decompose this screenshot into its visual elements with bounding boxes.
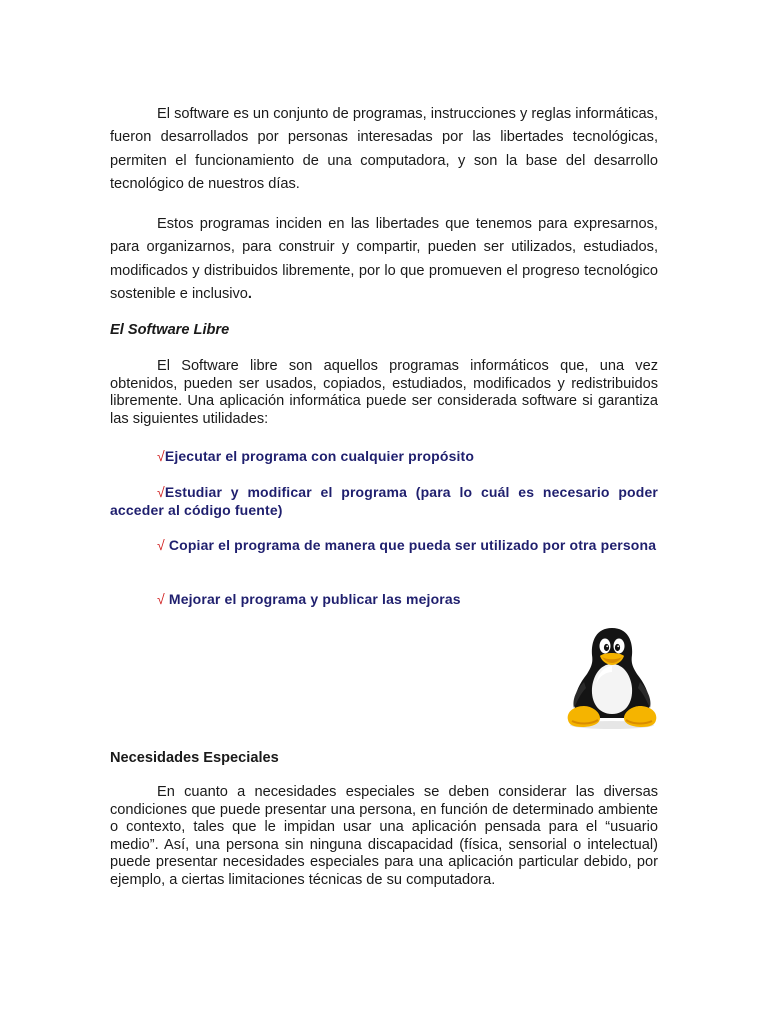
necesidades-text: En cuanto a necesidades especiales se deben considerar las diversas condiciones que puede presentar una persona, en función de determinado ambiente o contexto, tales que le impidan usar una aplicación pensada para el “usuario medio”. Así, una persona sin ninguna discapacidad (física, sensorial o intelectual) puede presentar necesidades especiales para una aplicación particular debido, por ejemplo, a ciertas limitaciones técnicas de su computadora. [110, 784, 658, 888]
list-item-text: Copiar el programa de manera que pueda ser utilizado por otra persona [168, 537, 657, 553]
freedoms-period: . [247, 285, 252, 302]
list-item-text: Ejecutar el programa con cualquier propósito [164, 448, 475, 464]
intro-paragraph [110, 103, 658, 196]
check-mark-icon: √ [157, 537, 165, 553]
necesidades-paragraph [110, 784, 658, 889]
list-item [110, 537, 658, 555]
freedoms-paragraph [110, 213, 658, 306]
software-libre-text: El Software libre son aquellos programas informáticos que, una vez obtenidos, pueden ser usados, copiados, estudiados, modificados y redistribuidos libremente. Una aplicación informática puede ser considerada software si garantiza las siguientes utilidades: [110, 358, 658, 427]
necesidades-heading: Necesidades Especiales [110, 750, 279, 766]
list-item [110, 484, 658, 519]
list-item [110, 448, 658, 466]
tux-penguin-icon [562, 626, 662, 730]
freedoms-text: Estos programas inciden en las libertades que tenemos para expresarnos, para organizarnos, para construir y compartir, pueden ser utilizados, estudiados, modificados y distribuidos libremente, por lo que promueven el progreso tecnológico sostenible e inclusivo [110, 216, 658, 302]
list-item-text: Mejorar el programa y publicar las mejoras [168, 591, 461, 607]
check-mark-icon: √ [157, 484, 165, 500]
check-mark-icon: √ [157, 591, 165, 607]
list-item-text: Estudiar y modificar el programa (para lo cuál es necesario poder acceder al código fuente) [110, 484, 658, 518]
software-libre-heading: El Software Libre [110, 322, 230, 338]
check-mark-icon: √ [157, 448, 165, 464]
software-libre-paragraph [110, 358, 658, 428]
intro-text: El software es un conjunto de programas, instrucciones y reglas informáticas, fueron desarrollados por personas interesadas por las libertades tecnológicas, permiten el funcionamiento de una computadora, y son la base del desarrollo tecnológico de nuestros días. [110, 106, 658, 192]
list-item [110, 591, 658, 609]
